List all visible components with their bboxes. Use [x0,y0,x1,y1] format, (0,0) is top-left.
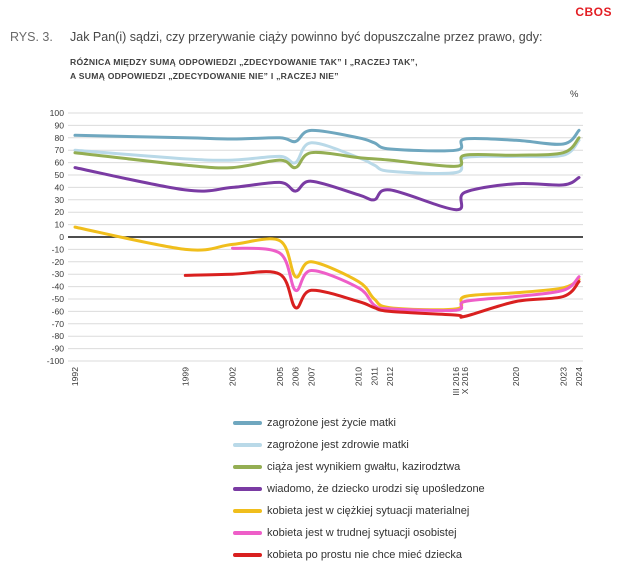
x-axis-tick-label: 2023 [558,367,569,387]
y-axis-tick-label: -40 [51,281,64,292]
series-line-2 [75,138,579,168]
y-axis-tick-label: -60 [51,306,64,317]
y-axis-tick-label: 70 [54,145,64,156]
y-axis-tick-label: -10 [51,244,64,255]
x-axis-tick-label: X 2016 [459,367,470,395]
x-axis-tick-label: 2010 [353,367,364,387]
y-axis-tick-label: -20 [51,256,64,267]
y-axis-tick-label: -90 [51,343,64,354]
y-axis-unit-label: % [570,89,579,100]
x-axis-tick-label: 2006 [290,367,301,387]
chart-legend [233,412,485,566]
legend-item-label: kobieta po prostu nie chce mieć dziecka [267,549,463,561]
y-axis-tick-label: -70 [51,318,64,329]
legend-item [233,500,485,522]
legend-item-label: zagrożone jest zdrowie matki [267,439,409,451]
legend-item [233,478,485,500]
x-axis-tick-label: 2007 [306,367,317,387]
x-axis-tick-label: 2002 [227,367,238,387]
legend-item [233,522,485,544]
x-axis-tick-label: 2020 [511,367,521,387]
legend-color-swatch [233,443,262,447]
series-line-3 [75,168,579,210]
series-line-0 [75,130,579,151]
legend-color-swatch [233,421,262,425]
y-axis-tick-label: -100 [46,356,64,366]
legend-item [233,456,485,478]
legend-item-label: zagrożone jest życie matki [267,417,396,429]
legend-color-swatch [233,487,262,491]
x-axis-tick-label: 2005 [274,367,285,387]
legend-item-label: ciąża jest wynikiem gwałtu, kazirodztwa [267,461,461,473]
x-axis-tick-label: 2024 [574,367,584,387]
y-axis-tick-label: 50 [54,170,64,180]
y-axis-tick-label: 40 [54,182,64,193]
legend-item [233,412,485,434]
y-axis-tick-label: -80 [51,331,64,342]
legend-color-swatch [233,531,262,535]
y-axis-tick-label: -30 [51,269,64,280]
page-title: Jak Pan(i) sądzi, czy przerywanie ciąży powinno być dopuszczalne przez prawo, gdy: [70,30,543,44]
series-line-6 [185,272,579,318]
legend-item-label: wiadomo, że dziecko urodzi się upośledzone [267,483,485,495]
x-axis-tick-label: 1992 [70,367,80,387]
legend-item [233,544,485,566]
x-axis-tick-label: 2012 [385,367,395,387]
legend-item-label: kobieta jest w ciężkiej sytuacji materialnej [267,505,470,517]
y-axis-tick-label: -50 [51,294,64,304]
y-axis-tick-label: 30 [54,194,64,205]
x-axis-tick-label: 1999 [180,367,191,387]
legend-color-swatch [233,553,262,557]
y-axis-tick-label: 20 [54,207,64,218]
legend-color-swatch [233,465,262,469]
legend-color-swatch [233,509,262,513]
cbos-logo: CBOS [575,5,612,19]
legend-item [233,434,485,456]
x-axis-tick-label: III 2016 [451,367,462,396]
x-axis-tick-label: 2011 [369,367,380,386]
y-axis-tick-label: 100 [49,108,64,118]
y-axis-tick-label: 10 [54,219,64,230]
y-axis-tick-label: 60 [54,157,64,168]
figure-label: RYS. 3. [10,30,53,44]
y-axis-tick-label: 0 [59,232,64,242]
chart-subtitle-line2: A SUMĄ ODPOWIEDZI „ZDECYDOWANIE NIE” I „RACZEJ NIE” [70,70,339,81]
chart-subtitle-line1: RÓŻNICA MIĘDZY SUMĄ ODPOWIEDZI „ZDECYDOWANIE TAK” I „RACZEJ TAK”, [70,57,418,67]
legend-item-label: kobieta jest w trudnej sytuacji osobistej [267,527,457,539]
y-axis-tick-label: 80 [54,132,64,143]
y-axis-tick-label: 90 [54,120,64,131]
series-line-1 [75,140,579,173]
